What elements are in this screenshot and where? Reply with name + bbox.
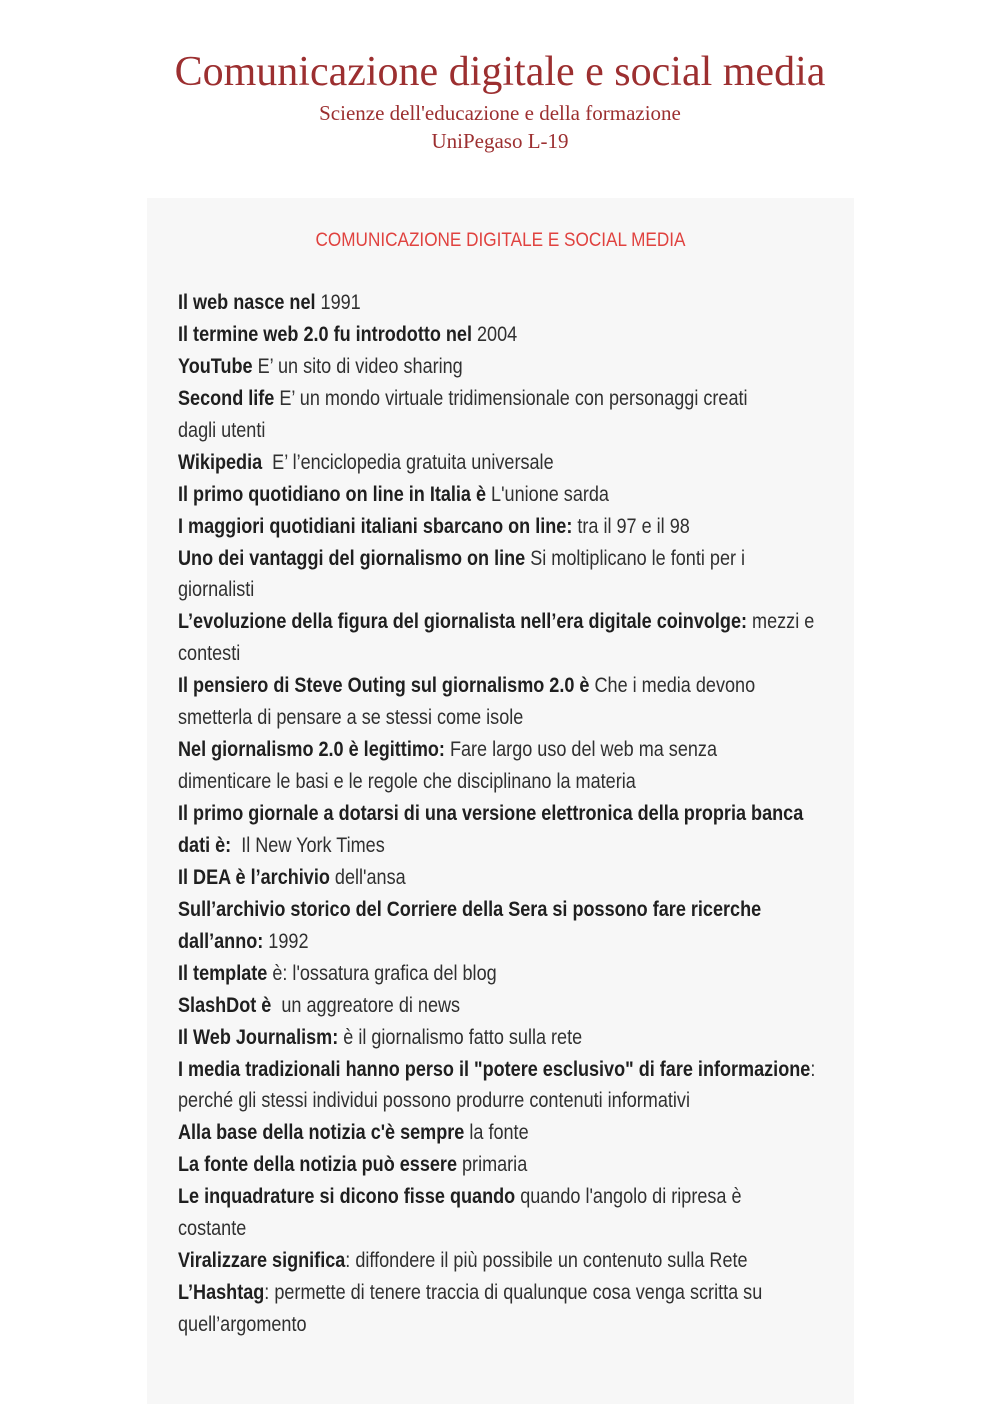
note-line <box>178 319 746 351</box>
note-line-keyword: I maggiori quotidiani italiani sbarcano on line: <box>178 514 573 538</box>
note-line <box>178 670 756 702</box>
note-line <box>178 383 746 415</box>
note-line-answer: perché gli stessi individui possono produrre contenuti informativi <box>178 1089 690 1113</box>
note-line-keyword: Il pensiero di Steve Outing sul giornalismo 2.0 è <box>178 674 590 698</box>
note-line-answer: E’ l’enciclopedia gratuita universale <box>262 450 554 474</box>
note-line-keyword: Nel giornalismo 2.0 è legittimo: <box>178 738 445 762</box>
note-line-keyword: Il primo quotidiano on line in Italia è <box>178 482 487 506</box>
note-line-answer: giornalisti <box>178 578 255 602</box>
note-line <box>178 1277 763 1309</box>
note-line <box>178 447 746 479</box>
note-line <box>178 990 746 1022</box>
note-line-answer: dimenticare le basi e le regole che disciplinano la materia <box>178 770 636 794</box>
note-line <box>178 1085 746 1117</box>
note-line <box>178 766 746 798</box>
note-line-keyword: Il web nasce nel <box>178 291 316 314</box>
note-line-keyword: I media tradizionali hanno perso il "potere esclusivo" di fare informazione <box>178 1057 811 1081</box>
note-line <box>178 1117 746 1149</box>
note-line-answer: 1991 <box>315 291 361 314</box>
note-line-keyword: Il DEA è l’archivio <box>178 865 330 889</box>
note-line-answer: la fonte <box>464 1121 529 1145</box>
notes-lines <box>178 287 838 1341</box>
note-line-keyword: Il termine web 2.0 fu introdotto nel <box>178 322 472 346</box>
note-line-answer: : diffondere il più possibile un contenuto sulla Rete <box>345 1249 748 1273</box>
note-line-keyword: Il Web Journalism: <box>178 1025 339 1049</box>
note-line <box>178 479 746 511</box>
note-line-answer: E’ un mondo virtuale tridimensionale con personaggi creati <box>274 386 748 410</box>
note-line <box>178 958 746 990</box>
document-subtitle: Scienze dell'educazione e della formazione <box>319 101 681 125</box>
note-line-answer: quell’argomento <box>178 1313 307 1336</box>
note-line <box>178 1309 746 1341</box>
note-line <box>178 926 746 958</box>
note-line <box>178 574 746 606</box>
document-title: Comunicazione digitale e social media <box>174 49 826 95</box>
note-line <box>178 894 762 926</box>
note-line-answer: costante <box>178 1217 247 1241</box>
note-line <box>178 415 746 447</box>
note-line-answer: quando l'angolo di ripresa è <box>515 1185 742 1209</box>
note-line <box>178 830 746 862</box>
note-line-answer: primaria <box>456 1153 528 1177</box>
note-line <box>178 638 746 670</box>
note-line-answer: E’ un sito di video sharing <box>252 354 463 378</box>
note-line <box>178 1181 746 1213</box>
note-line-answer: smetterla di pensare a se stessi come isole <box>178 706 524 730</box>
note-line <box>178 1054 816 1086</box>
note-line-keyword: Il primo giornale a dotarsi di una versione elettronica della propria banca <box>178 802 804 825</box>
note-line-keyword: Second life <box>178 386 275 410</box>
note-line-answer: : <box>810 1057 816 1081</box>
note-line <box>178 287 746 319</box>
note-line <box>178 543 746 575</box>
note-line-keyword: SlashDot è <box>178 993 272 1017</box>
note-line-keyword: Viralizzare significa <box>178 1249 346 1273</box>
note-line-answer: contesti <box>178 642 241 666</box>
note-line-keyword: Il template <box>178 961 268 985</box>
note-line-answer: 1992 <box>263 929 309 953</box>
note-line-answer: Il New York Times <box>231 833 385 857</box>
note-line-keyword: L’evoluzione della figura del giornalista nell’era digitale coinvolge: <box>178 610 748 634</box>
note-line-answer: è il giornalismo fatto sulla rete <box>338 1025 583 1049</box>
notes-panel-title: COMUNICAZIONE DIGITALE E SOCIAL MEDIA <box>315 229 686 251</box>
note-line-keyword: La fonte della notizia può essere <box>178 1153 457 1177</box>
note-line-keyword: YouTube <box>178 354 253 378</box>
note-line-answer: L'unione sarda <box>486 482 609 506</box>
note-line-answer: un aggreatore di news <box>271 993 461 1017</box>
note-line <box>178 1213 746 1245</box>
note-line-answer: è: l'ossatura grafica del blog <box>267 961 497 985</box>
note-line-keyword: Alla base della notizia c'è sempre <box>178 1121 465 1145</box>
note-line-answer: dagli utenti <box>178 418 266 442</box>
note-line-answer: Si moltiplicano le fonti per i <box>525 546 746 570</box>
note-line-keyword: Uno dei vantaggi del giornalismo on line <box>178 546 526 570</box>
note-line-keyword: dall’anno: <box>178 929 264 953</box>
note-line-keyword: Sull’archivio storico del Corriere della Sera si possono fare ricerche <box>178 897 762 921</box>
note-line <box>178 702 746 734</box>
note-line <box>178 606 815 638</box>
note-line <box>178 1022 746 1054</box>
note-line <box>178 511 746 543</box>
note-line-answer: tra il 97 e il 98 <box>572 514 690 538</box>
note-line-answer: : permette di tenere traccia di qualunque cosa venga scritta su <box>264 1281 763 1305</box>
note-line-keyword: Wikipedia <box>178 450 263 474</box>
course-code: UniPegaso L-19 <box>431 129 569 153</box>
note-line <box>178 1245 746 1277</box>
note-line-keyword: dati è: <box>178 833 232 857</box>
note-line <box>178 798 804 830</box>
note-line-keyword: Le inquadrature si dicono fisse quando <box>178 1185 516 1209</box>
note-line-answer: mezzi e <box>747 610 815 634</box>
note-line <box>178 734 746 766</box>
note-line-answer: 2004 <box>471 322 518 346</box>
note-line <box>178 351 746 383</box>
note-line <box>178 862 746 894</box>
note-line-answer: Fare largo uso del web ma senza <box>444 738 718 762</box>
note-line-answer: dell'ansa <box>329 865 406 889</box>
note-line-answer: Che i media devono <box>589 674 756 698</box>
note-line <box>178 1149 746 1181</box>
note-line-keyword: L’Hashtag <box>178 1281 265 1305</box>
